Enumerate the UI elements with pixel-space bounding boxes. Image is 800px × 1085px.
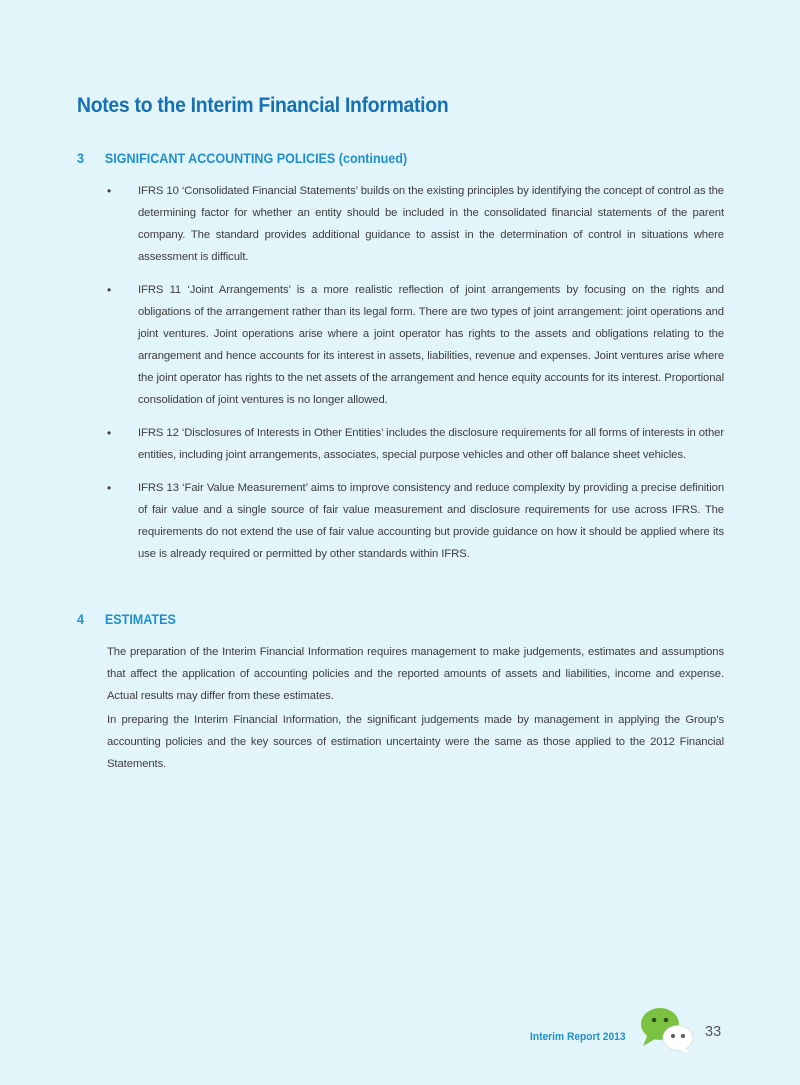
- list-item: [107, 477, 724, 565]
- section-title: SIGNIFICANT ACCOUNTING POLICIES (continued): [104, 151, 408, 166]
- bullet-icon: •: [107, 184, 112, 198]
- section-number: 4: [77, 612, 84, 627]
- list-item-text: IFRS 10 ‘Consolidated Financial Statements’ builds on the existing principles by identifying the concept of control as the determining factor for whether an entity should be included in the consolidated financial statements of the parent company. The standard provides additional guidance to assist in the determination of control in situations where assessment is difficult.: [138, 185, 724, 263]
- accounting-policies-list: [107, 180, 724, 576]
- bullet-icon: •: [107, 426, 112, 440]
- section-title: ESTIMATES: [104, 612, 176, 627]
- paragraph-text: In preparing the Interim Financial Information, the significant judgements made by management in applying the Group’s accounting policies and the key sources of estimation uncertainty were the same as those applied to the 2012 Financial Statements.: [107, 714, 724, 770]
- list-item-text: IFRS 11 ‘Joint Arrangements’ is a more realistic reflection of joint arrangements by focusing on the rights and obligations of the arrangement rather than its legal form. There are two types of joint arrangement: joint operations and joint ventures. Joint operations arise where a joint operator has rights to the assets and obligations relating to the arrangement and hence accounts for its interest in assets, liabilities, revenue and expenses. Joint ventures arise where the joint operator has rights to the net assets of the arrangement and hence equity accounts for its interest. Proportional consolidation of joint ventures is no longer allowed.: [138, 284, 724, 406]
- page-title: Notes to the Interim Financial Information: [77, 93, 449, 117]
- page-number: 33: [705, 1024, 722, 1040]
- section-heading-3: [77, 151, 407, 166]
- list-item: [107, 279, 724, 411]
- report-label: Interim Report 2013: [530, 1031, 626, 1043]
- bullet-icon: •: [107, 481, 112, 495]
- list-item: [107, 422, 724, 466]
- estimates-paragraph-2: [107, 709, 724, 775]
- paragraph-text: The preparation of the Interim Financial Information requires management to make judgements, estimates and assumptions that affect the application of accounting policies and the reported amounts of assets and liabilities, income and expense. Actual results may differ from these estimates.: [107, 646, 724, 702]
- chat-bubbles-icon: [638, 1004, 696, 1056]
- estimates-paragraph-1: [107, 641, 724, 707]
- section-number: 3: [77, 151, 84, 166]
- bullet-icon: •: [107, 283, 112, 297]
- list-item-text: IFRS 13 ‘Fair Value Measurement’ aims to improve consistency and reduce complexity by providing a precise definition of fair value and a single source of fair value measurement and disclosure requirements for use across IFRS. The requirements do not extend the use of fair value accounting but provide guidance on how it should be applied where its use is already required or permitted by other standards within IFRS.: [138, 482, 724, 560]
- list-item: [107, 180, 724, 268]
- section-heading-4: [77, 612, 176, 627]
- list-item-text: IFRS 12 ‘Disclosures of Interests in Other Entities’ includes the disclosure requirements for all forms of interests in other entities, including joint arrangements, associates, special purpose vehicles and other off balance sheet vehicles.: [138, 427, 724, 461]
